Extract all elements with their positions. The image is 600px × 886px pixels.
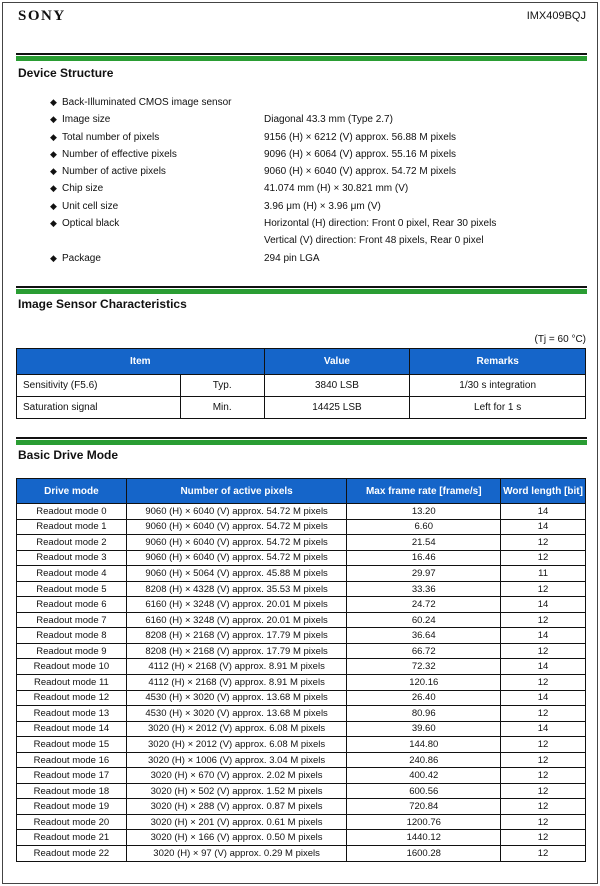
spec-value: 9156 (H) × 6212 (V) approx. 56.88 M pixels: [264, 131, 457, 143]
spec-value: Horizontal (H) direction: Front 0 pixel, Rear 30 pixels: [264, 218, 497, 230]
cell-drive-mode: Readout mode 9: [17, 643, 127, 659]
diamond-bullet-icon: ◆: [50, 200, 57, 211]
cell-word-length: 14: [501, 659, 586, 675]
cell-word-length: 14: [501, 519, 586, 535]
spec-label-text: Total number of pixels: [62, 131, 160, 143]
cell-remarks: Left for 1 s: [410, 397, 586, 419]
table-row: [17, 550, 586, 566]
cell-word-length: 12: [501, 612, 586, 628]
cell-value: 3840 LSB: [264, 375, 410, 397]
col-header-drive-mode: Drive mode: [17, 479, 127, 504]
cell-frame-rate: 33.36: [347, 581, 501, 597]
cell-drive-mode: Readout mode 20: [17, 814, 127, 830]
cell-active-pixels: 3020 (H) × 201 (V) approx. 0.61 M pixels: [126, 814, 347, 830]
spec-value: 9096 (H) × 6064 (V) approx. 55.16 M pixels: [264, 148, 457, 160]
table-row: [17, 397, 586, 419]
cell-drive-mode: Readout mode 6: [17, 597, 127, 613]
table-row: [17, 814, 586, 830]
table-row: [17, 799, 586, 815]
cell-drive-mode: Readout mode 18: [17, 783, 127, 799]
cell-drive-mode: Readout mode 1: [17, 519, 127, 535]
col-header-value: Value: [264, 349, 410, 375]
cell-active-pixels: 3020 (H) × 2012 (V) approx. 6.08 M pixels: [126, 737, 347, 753]
spec-value: Diagonal 43.3 mm (Type 2.7): [264, 114, 393, 126]
model-number: IMX409BQJ: [526, 10, 586, 22]
table-row: [17, 643, 586, 659]
col-header-word-length: Word length [bit]: [501, 479, 586, 504]
col-header-item: Item: [17, 349, 265, 375]
cell-active-pixels: 4530 (H) × 3020 (V) approx. 13.68 M pixels: [126, 690, 347, 706]
spec-label-text: Number of active pixels: [62, 166, 166, 178]
spec-label: [50, 94, 232, 111]
cell-active-pixels: 3020 (H) × 166 (V) approx. 0.50 M pixels: [126, 830, 347, 846]
section-rule: [16, 53, 587, 61]
cell-frame-rate: 240.86: [347, 752, 501, 768]
cell-active-pixels: 3020 (H) × 670 (V) approx. 2.02 M pixels: [126, 768, 347, 784]
table-row: [17, 566, 586, 582]
cell-word-length: 14: [501, 721, 586, 737]
spec-value: 3.96 μm (H) × 3.96 μm (V): [264, 200, 381, 212]
cell-drive-mode: Readout mode 2: [17, 535, 127, 551]
cell-frame-rate: 60.24: [347, 612, 501, 628]
table-row: [17, 706, 586, 722]
table-row: [17, 783, 586, 799]
cell-frame-rate: 13.20: [347, 504, 501, 520]
cell-value: 14425 LSB: [264, 397, 410, 419]
cell-word-length: 14: [501, 690, 586, 706]
col-header-active-pixels: Number of active pixels: [126, 479, 347, 504]
drive-mode-table: [16, 478, 586, 862]
cell-drive-mode: Readout mode 12: [17, 690, 127, 706]
spec-label: [50, 146, 177, 163]
cell-active-pixels: 4530 (H) × 3020 (V) approx. 13.68 M pixels: [126, 706, 347, 722]
cell-active-pixels: 8208 (H) × 2168 (V) approx. 17.79 M pixels: [126, 628, 347, 644]
cell-drive-mode: Readout mode 5: [17, 581, 127, 597]
cell-frame-rate: 29.97: [347, 566, 501, 582]
cell-active-pixels: 8208 (H) × 2168 (V) approx. 17.79 M pixels: [126, 643, 347, 659]
cell-frame-rate: 16.46: [347, 550, 501, 566]
spec-label: [50, 215, 119, 232]
table-row: [17, 659, 586, 675]
cell-active-pixels: 9060 (H) × 6040 (V) approx. 54.72 M pixels: [126, 504, 347, 520]
spec-label-text: Chip size: [62, 183, 104, 195]
cell-drive-mode: Readout mode 4: [17, 566, 127, 582]
cell-frame-rate: 24.72: [347, 597, 501, 613]
cell-active-pixels: 6160 (H) × 3248 (V) approx. 20.01 M pixels: [126, 612, 347, 628]
cell-frame-rate: 1440.12: [347, 830, 501, 846]
cell-active-pixels: 3020 (H) × 502 (V) approx. 1.52 M pixels: [126, 783, 347, 799]
cell-word-length: 11: [501, 566, 586, 582]
cell-drive-mode: Readout mode 10: [17, 659, 127, 675]
cell-word-length: 12: [501, 830, 586, 846]
diamond-bullet-icon: ◆: [50, 114, 57, 125]
cell-word-length: 12: [501, 581, 586, 597]
cell-drive-mode: Readout mode 13: [17, 706, 127, 722]
cell-active-pixels: 9060 (H) × 5064 (V) approx. 45.88 M pixels: [126, 566, 347, 582]
sensor-characteristics-title: Image Sensor Characteristics: [18, 297, 187, 311]
cell-qualifier: Min.: [180, 397, 264, 419]
diamond-bullet-icon: ◆: [50, 97, 57, 107]
page-header: [18, 8, 586, 28]
spec-label-text: Optical black: [62, 218, 120, 230]
diamond-bullet-icon: ◆: [50, 131, 57, 142]
spec-label: [50, 180, 103, 197]
cell-active-pixels: 4112 (H) × 2168 (V) approx. 8.91 M pixels: [126, 659, 347, 675]
cell-frame-rate: 21.54: [347, 535, 501, 551]
cell-drive-mode: Readout mode 15: [17, 737, 127, 753]
cell-active-pixels: 3020 (H) × 97 (V) approx. 0.29 M pixels: [126, 846, 347, 862]
cell-frame-rate: 600.56: [347, 783, 501, 799]
cell-drive-mode: Readout mode 22: [17, 846, 127, 862]
diamond-bullet-icon: ◆: [50, 148, 57, 159]
cell-active-pixels: 3020 (H) × 1006 (V) approx. 3.04 M pixels: [126, 752, 347, 768]
table-row: [17, 535, 586, 551]
cell-frame-rate: 66.72: [347, 643, 501, 659]
cell-word-length: 12: [501, 675, 586, 691]
table-row: [17, 830, 586, 846]
cell-word-length: 12: [501, 737, 586, 753]
cell-word-length: 12: [501, 783, 586, 799]
cell-drive-mode: Readout mode 21: [17, 830, 127, 846]
table-row: [17, 519, 586, 535]
cell-active-pixels: 3020 (H) × 2012 (V) approx. 6.08 M pixels: [126, 721, 347, 737]
spec-label: [50, 198, 118, 215]
cell-word-length: 12: [501, 768, 586, 784]
table-row: [17, 375, 586, 397]
cell-drive-mode: Readout mode 7: [17, 612, 127, 628]
diamond-bullet-icon: ◆: [50, 166, 57, 177]
cell-word-length: 14: [501, 504, 586, 520]
table-row: [17, 612, 586, 628]
spec-label-text: Back-Illuminated CMOS image sensor: [62, 97, 232, 108]
cell-word-length: 12: [501, 643, 586, 659]
spec-label: [50, 129, 159, 146]
cell-drive-mode: Readout mode 16: [17, 752, 127, 768]
table-row: [17, 628, 586, 644]
cell-qualifier: Typ.: [180, 375, 264, 397]
cell-drive-mode: Readout mode 14: [17, 721, 127, 737]
diamond-bullet-icon: ◆: [50, 218, 57, 229]
table-row: [17, 768, 586, 784]
spec-label: [50, 111, 110, 128]
characteristics-table: [16, 348, 586, 419]
table-row: [17, 846, 586, 862]
cell-frame-rate: 1600.28: [347, 846, 501, 862]
cell-word-length: 12: [501, 814, 586, 830]
spec-value: Vertical (V) direction: Front 48 pixels, Rear 0 pixel: [264, 235, 484, 247]
spec-label-text: Unit cell size: [62, 200, 119, 212]
cell-active-pixels: 3020 (H) × 288 (V) approx. 0.87 M pixels: [126, 799, 347, 815]
cell-drive-mode: Readout mode 17: [17, 768, 127, 784]
cell-frame-rate: 26.40: [347, 690, 501, 706]
cell-drive-mode: Readout mode 3: [17, 550, 127, 566]
cell-word-length: 12: [501, 535, 586, 551]
sony-logo: SONY: [18, 8, 66, 24]
cell-frame-rate: 72.32: [347, 659, 501, 675]
cell-word-length: 12: [501, 550, 586, 566]
cell-item: Saturation signal: [17, 397, 181, 419]
cell-frame-rate: 39.60: [347, 721, 501, 737]
table-row: [17, 597, 586, 613]
cell-word-length: 12: [501, 799, 586, 815]
cell-remarks: 1/30 s integration: [410, 375, 586, 397]
cell-drive-mode: Readout mode 11: [17, 675, 127, 691]
diamond-bullet-icon: ◆: [50, 252, 57, 263]
col-header-frame-rate: Max frame rate [frame/s]: [347, 479, 501, 504]
cell-frame-rate: 80.96: [347, 706, 501, 722]
drive-mode-title: Basic Drive Mode: [18, 448, 119, 462]
cell-frame-rate: 144.80: [347, 737, 501, 753]
section-rule: [16, 437, 587, 445]
table-row: [17, 504, 586, 520]
cell-active-pixels: 9060 (H) × 6040 (V) approx. 54.72 M pixels: [126, 519, 347, 535]
spec-label-text: Package: [62, 252, 101, 264]
cell-frame-rate: 1200.76: [347, 814, 501, 830]
spec-label-text: Number of effective pixels: [62, 148, 177, 160]
temperature-condition: (Tj = 60 °C): [534, 334, 586, 345]
cell-active-pixels: 9060 (H) × 6040 (V) approx. 54.72 M pixels: [126, 550, 347, 566]
spec-value: 9060 (H) × 6040 (V) approx. 54.72 M pixels: [264, 166, 457, 178]
table-row: [17, 737, 586, 753]
cell-word-length: 14: [501, 628, 586, 644]
spec-label: [50, 163, 166, 180]
cell-frame-rate: 120.16: [347, 675, 501, 691]
section-rule: [16, 286, 587, 294]
col-header-remarks: Remarks: [410, 349, 586, 375]
spec-value: 294 pin LGA: [264, 252, 320, 264]
spec-label: [50, 250, 101, 267]
table-row: [17, 690, 586, 706]
table-row: [17, 675, 586, 691]
device-structure-title: Device Structure: [18, 66, 114, 80]
table-row: [17, 721, 586, 737]
cell-drive-mode: Readout mode 19: [17, 799, 127, 815]
table-row: [17, 752, 586, 768]
spec-value: 41.074 mm (H) × 30.821 mm (V): [264, 183, 409, 195]
diamond-bullet-icon: ◆: [50, 183, 57, 194]
cell-active-pixels: 8208 (H) × 4328 (V) approx. 35.53 M pixels: [126, 581, 347, 597]
cell-word-length: 12: [501, 846, 586, 862]
cell-frame-rate: 36.64: [347, 628, 501, 644]
cell-frame-rate: 400.42: [347, 768, 501, 784]
cell-active-pixels: 6160 (H) × 3248 (V) approx. 20.01 M pixels: [126, 597, 347, 613]
cell-item: Sensitivity (F5.6): [17, 375, 181, 397]
cell-active-pixels: 4112 (H) × 2168 (V) approx. 8.91 M pixels: [126, 675, 347, 691]
spec-label-text: Image size: [62, 114, 111, 126]
cell-word-length: 12: [501, 706, 586, 722]
cell-drive-mode: Readout mode 8: [17, 628, 127, 644]
cell-word-length: 12: [501, 752, 586, 768]
cell-word-length: 14: [501, 597, 586, 613]
cell-frame-rate: 720.84: [347, 799, 501, 815]
cell-frame-rate: 6.60: [347, 519, 501, 535]
cell-drive-mode: Readout mode 0: [17, 504, 127, 520]
table-row: [17, 581, 586, 597]
cell-active-pixels: 9060 (H) × 6040 (V) approx. 54.72 M pixels: [126, 535, 347, 551]
